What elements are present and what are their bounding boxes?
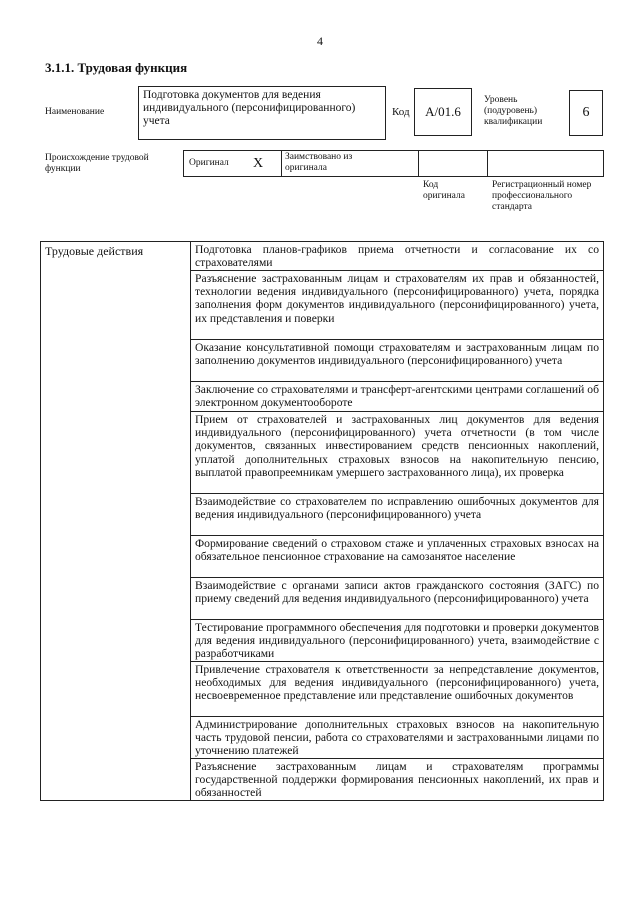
original-label: Оригинал — [189, 158, 229, 168]
reg-caption: Регистрационный номер профессионального стандарта — [492, 180, 592, 212]
table-row — [41, 242, 604, 271]
code-label: Код — [392, 106, 410, 118]
action-item: Тестирование программного обеспечения для подготовки и проверки документов для ведения индивидуального (персонифицированного) учета, взаимодействие с разработчиками — [191, 620, 604, 662]
function-name-box — [138, 86, 386, 140]
action-item: Подготовка планов-графиков приема отчетности и согласование их со страхователями — [191, 242, 604, 271]
action-item: Администрирование дополнительных страховых взносов на накопительную часть трудовой пенсии, работа со страхователями и застрахованными лицами по уточнению платежей — [191, 717, 604, 759]
code-box — [414, 88, 472, 136]
function-name: Подготовка документов для ведения индивидуального (персонифицированного) учета — [143, 89, 356, 127]
code-value: А/01.6 — [425, 104, 461, 119]
action-item: Прием от страхователей и застрахованных лиц документов для ведения индивидуального (персонифицированного) учета отчетности (в том числе документов, связанных инвестированием средств пенсионных накоплений, уплатой дополнительных страховых взносов на накопительную пенсию, выплатой правопреемникам умершего застрахованного лица), их проверка — [191, 412, 604, 494]
page-number: 4 — [317, 34, 323, 48]
action-item: Разъяснение застрахованным лицам и страхователям их прав и обязанностей, технологии ведения индивидуального (персонифицированного) учета, порядка заполнения форм документов индивидуального (персонифицированного) учета, их представления и поверки — [191, 271, 604, 340]
level-label: Уровень (подуровень) квалификации — [484, 95, 543, 127]
section-title: 3.1.1. Трудовая функция — [45, 60, 188, 75]
borrowed-label: Заимствовано из оригинала — [285, 152, 353, 173]
level-value: 6 — [582, 105, 590, 120]
action-item: Заключение со страхователями и трансферт-агентскими центрами соглашений об электронном документообороте — [191, 382, 604, 412]
action-item: Привлечение страхователя к ответственности за непредставление документов, необходимых для ведения индивидуального (персонифицированного) учета, несвоевременное представление или представление ошибочных документов — [191, 662, 604, 717]
origin-divider-3 — [487, 150, 488, 177]
original-mark: X — [252, 155, 264, 171]
code-caption: Код оригинала — [423, 180, 465, 201]
origin-divider-2 — [418, 150, 419, 177]
action-item: Оказание консультативной помощи страхователям и застрахованным лицам по заполнению документов индивидуального (персонифицированного) учета — [191, 340, 604, 382]
origin-box — [183, 150, 604, 177]
origin-label: Происхождение трудовой функции — [45, 153, 149, 174]
action-item: Разъяснение застрахованным лицам и страхователям программы государственной поддержки формирования пенсионных накоплений, их прав и обязанностей — [191, 759, 604, 801]
origin-divider-1 — [281, 150, 282, 177]
action-item: Взаимодействие с органами записи актов гражданского состояния (ЗАГС) по приему сведений для ведения индивидуального (персонифицированного) учета — [191, 578, 604, 620]
name-label: Наименование — [45, 107, 105, 117]
action-item: Формирование сведений о страховом стаже и уплаченных страховых взносах на обязательное пенсионное страхование на самозанятое население — [191, 536, 604, 578]
action-item: Взаимодействие со страхователем по исправлению ошибочных документов для ведения индивидуального (персонифицированного) учета — [191, 494, 604, 536]
labour-actions-table — [40, 241, 604, 801]
level-box — [569, 90, 603, 136]
actions-label: Трудовые действия — [41, 242, 191, 801]
